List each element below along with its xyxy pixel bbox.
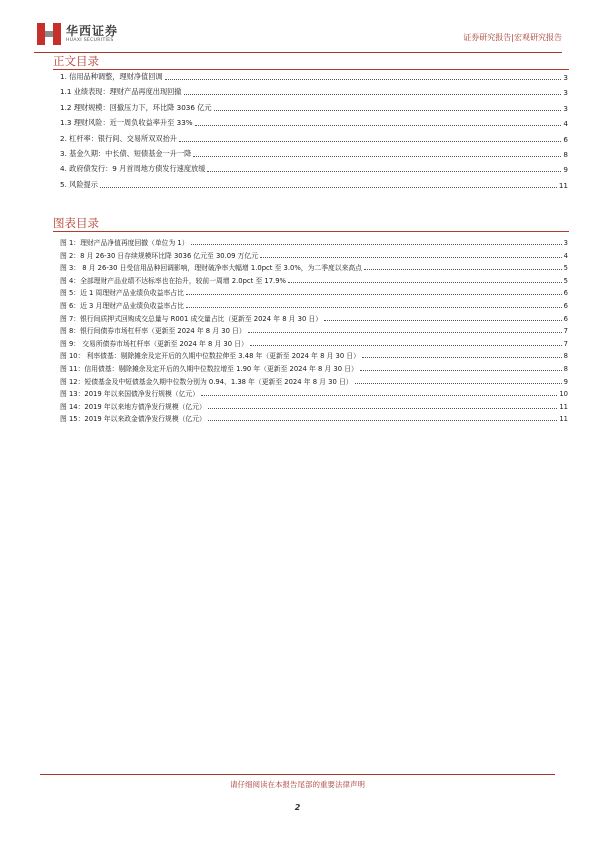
dot-leader — [100, 187, 557, 188]
toc-entry-label: 4. 政府债发行：9 月首周地方债发行速度放缓 — [60, 164, 206, 174]
figure-entry-page: 6 — [563, 289, 568, 298]
toc-entry[interactable] — [60, 163, 568, 174]
figure-entry[interactable] — [60, 249, 568, 260]
toc-entry[interactable] — [60, 179, 568, 190]
figure-entry-page: 3 — [563, 239, 568, 247]
figure-entry-page: 10 — [559, 390, 568, 399]
dot-leader — [201, 395, 557, 396]
figure-entry-page: 6 — [563, 302, 568, 310]
page-header — [34, 18, 562, 54]
figure-entry[interactable] — [60, 362, 568, 373]
toc-entry-label: 1.2 理财规模：回撤压力下，环比降 3036 亿元 — [60, 102, 212, 112]
figure-entry[interactable] — [60, 286, 568, 297]
toc-title: 正文目录 — [53, 54, 99, 68]
toc-entry[interactable] — [60, 117, 568, 128]
dot-leader — [165, 79, 562, 80]
figure-entry-label: 图 15：2019 年以来政金债净发行规模（亿元） — [60, 415, 206, 424]
dot-leader — [324, 320, 562, 321]
figure-entry-label: 图 3： 8 月 26-30 日受信用品种回调影响，理财破净率大幅增 1.0pct 至 3.0%，为二季度以来高点 — [60, 264, 362, 273]
footer-divider — [40, 774, 555, 775]
dot-leader — [208, 408, 558, 409]
figure-entry-label: 图 12：短债基金及中短债基金久期中位数分别为 0.94、1.38 年（更新至 2024 年 8 月 30 日） — [60, 377, 353, 386]
figure-entry[interactable] — [60, 324, 568, 335]
figure-entry-page: 11 — [559, 402, 568, 411]
toc-entry-page: 9 — [563, 165, 568, 175]
figure-entry-label: 图 13：2019 年以来国债净发行规模（亿元） — [60, 390, 200, 399]
figure-list-title: 图表目录 — [53, 216, 99, 230]
report-type: 证券研究报告|宏观研究报告 — [463, 33, 562, 42]
figure-entry-page: 4 — [563, 251, 568, 260]
figure-entry-label: 图 1：理财产品净值再度回撤（单位为 1） — [60, 239, 189, 247]
figure-entry[interactable] — [60, 375, 568, 386]
figure-entry-label: 图 8：银行间债券市场杠杆率（更新至 2024 年 8 月 30 日） — [60, 327, 246, 336]
figure-entry[interactable] — [60, 236, 568, 247]
figure-entry-page: 8 — [563, 365, 568, 373]
dot-leader — [195, 125, 562, 126]
page-number: 2 — [294, 803, 301, 812]
dot-leader — [179, 141, 561, 142]
figure-entry[interactable] — [60, 387, 568, 398]
toc-entry-page: 4 — [563, 119, 568, 129]
figure-entry-page: 7 — [563, 327, 568, 336]
toc-entry-page: 3 — [563, 73, 568, 82]
toc-entry-page: 6 — [563, 134, 568, 144]
dot-leader — [364, 269, 562, 270]
toc-entry-page: 3 — [563, 88, 568, 98]
toc-entry-label: 3. 基金久期：中长债、短债基金一升一降 — [60, 149, 192, 158]
figure-entry-label: 图 7：银行间质押式回购成交总量与 R001 成交量占比（更新至 2024 年 8 月 30 日） — [60, 314, 323, 323]
toc-entry[interactable] — [60, 102, 568, 113]
figure-entry-label: 图 6：近 3 月理财产品业绩负收益率占比 — [60, 302, 184, 310]
dot-leader — [186, 307, 562, 308]
figure-entry[interactable] — [60, 400, 568, 411]
figure-entry-label: 图 4：全部理财产品业绩不达标率也在抬升，较前一周增 2.0pct 至 17.9% — [60, 276, 287, 285]
toc-entry[interactable] — [60, 148, 568, 159]
figure-entry-label: 图 9： 交易所债券市场杠杆率（更新至 2024 年 8 月 30 日） — [60, 339, 248, 348]
toc-entry-page: 3 — [563, 103, 568, 113]
figure-entry[interactable] — [60, 299, 568, 310]
legal-disclaimer: 请仔细阅读在本报告尾部的重要法律声明 — [230, 780, 365, 789]
figure-entry-page: 6 — [563, 314, 568, 323]
dot-leader — [186, 294, 562, 295]
toc-title-divider — [53, 69, 569, 70]
figure-list-title-divider — [53, 231, 569, 232]
figure-entry-label: 图 14：2019 年以来地方债净发行规模（亿元） — [60, 402, 206, 411]
figure-entry-label: 图 10： 利率债基：剔除摊余及定开后的久期中位数拉伸至 3.48 年（更新至 2024 年 8 月 30 日） — [60, 352, 360, 361]
huaxi-logo-icon — [36, 22, 62, 46]
toc-entry-label: 1.1 业绩表现：理财产品再度出现回撤 — [60, 87, 182, 97]
figure-entry[interactable] — [60, 312, 568, 323]
brand-name: 华西证券 — [66, 24, 119, 38]
figure-entry[interactable] — [60, 349, 568, 360]
figure-entry-label: 图 11：信用债基：剔除摊余及定开后的久期中位数拉增至 1.90 年（更新至 2024 年 8 月 30 日） — [60, 365, 358, 373]
dot-leader — [362, 357, 562, 358]
figure-entry-page: 5 — [563, 276, 568, 285]
brand-logo — [36, 20, 156, 50]
dot-leader — [184, 94, 562, 95]
toc-entry-label: 1.3 理财风险：近一周负收益率升至 33% — [60, 118, 193, 128]
brand-name-english: HUAXI SECURITIES — [66, 38, 114, 43]
toc-entry[interactable] — [60, 71, 568, 82]
header-divider — [34, 52, 562, 53]
figure-entry-label: 图 5：近 1 周理财产品业绩负收益率占比 — [60, 289, 184, 298]
dot-leader — [260, 257, 562, 258]
figure-entry-page: 5 — [563, 264, 568, 273]
dot-leader — [248, 332, 562, 333]
dot-leader — [360, 370, 562, 371]
dot-leader — [191, 244, 562, 245]
dot-leader — [250, 345, 562, 346]
toc-entry-label: 5. 风险提示 — [60, 179, 98, 189]
figure-entry[interactable] — [60, 274, 568, 285]
dot-leader — [207, 171, 561, 172]
figure-entry[interactable] — [60, 412, 568, 423]
toc-entry[interactable] — [60, 133, 568, 144]
toc-entry-page: 8 — [563, 150, 568, 159]
dot-leader — [355, 383, 562, 384]
figure-entry-label: 图 2：8 月 26-30 日存续规模环比降 3036 亿元至 30.09 万亿元 — [60, 251, 258, 260]
figure-entry-page: 11 — [559, 415, 568, 424]
dot-leader — [193, 156, 561, 157]
toc-entry-label: 1. 信用品种调整，理财净值回调 — [60, 72, 163, 81]
toc-entry-page: 11 — [558, 180, 568, 190]
figure-entry[interactable] — [60, 261, 568, 272]
figure-entry-page: 8 — [563, 352, 568, 361]
dot-leader — [288, 282, 562, 283]
figure-entry-page: 9 — [563, 377, 568, 386]
toc-entry-label: 2. 杠杆率：银行间、交易所双双抬升 — [60, 133, 177, 143]
dot-leader — [214, 110, 562, 111]
figure-entry[interactable] — [60, 337, 568, 348]
dot-leader — [208, 420, 558, 421]
figure-entry-page: 7 — [563, 339, 568, 348]
toc-entry[interactable] — [60, 86, 568, 97]
